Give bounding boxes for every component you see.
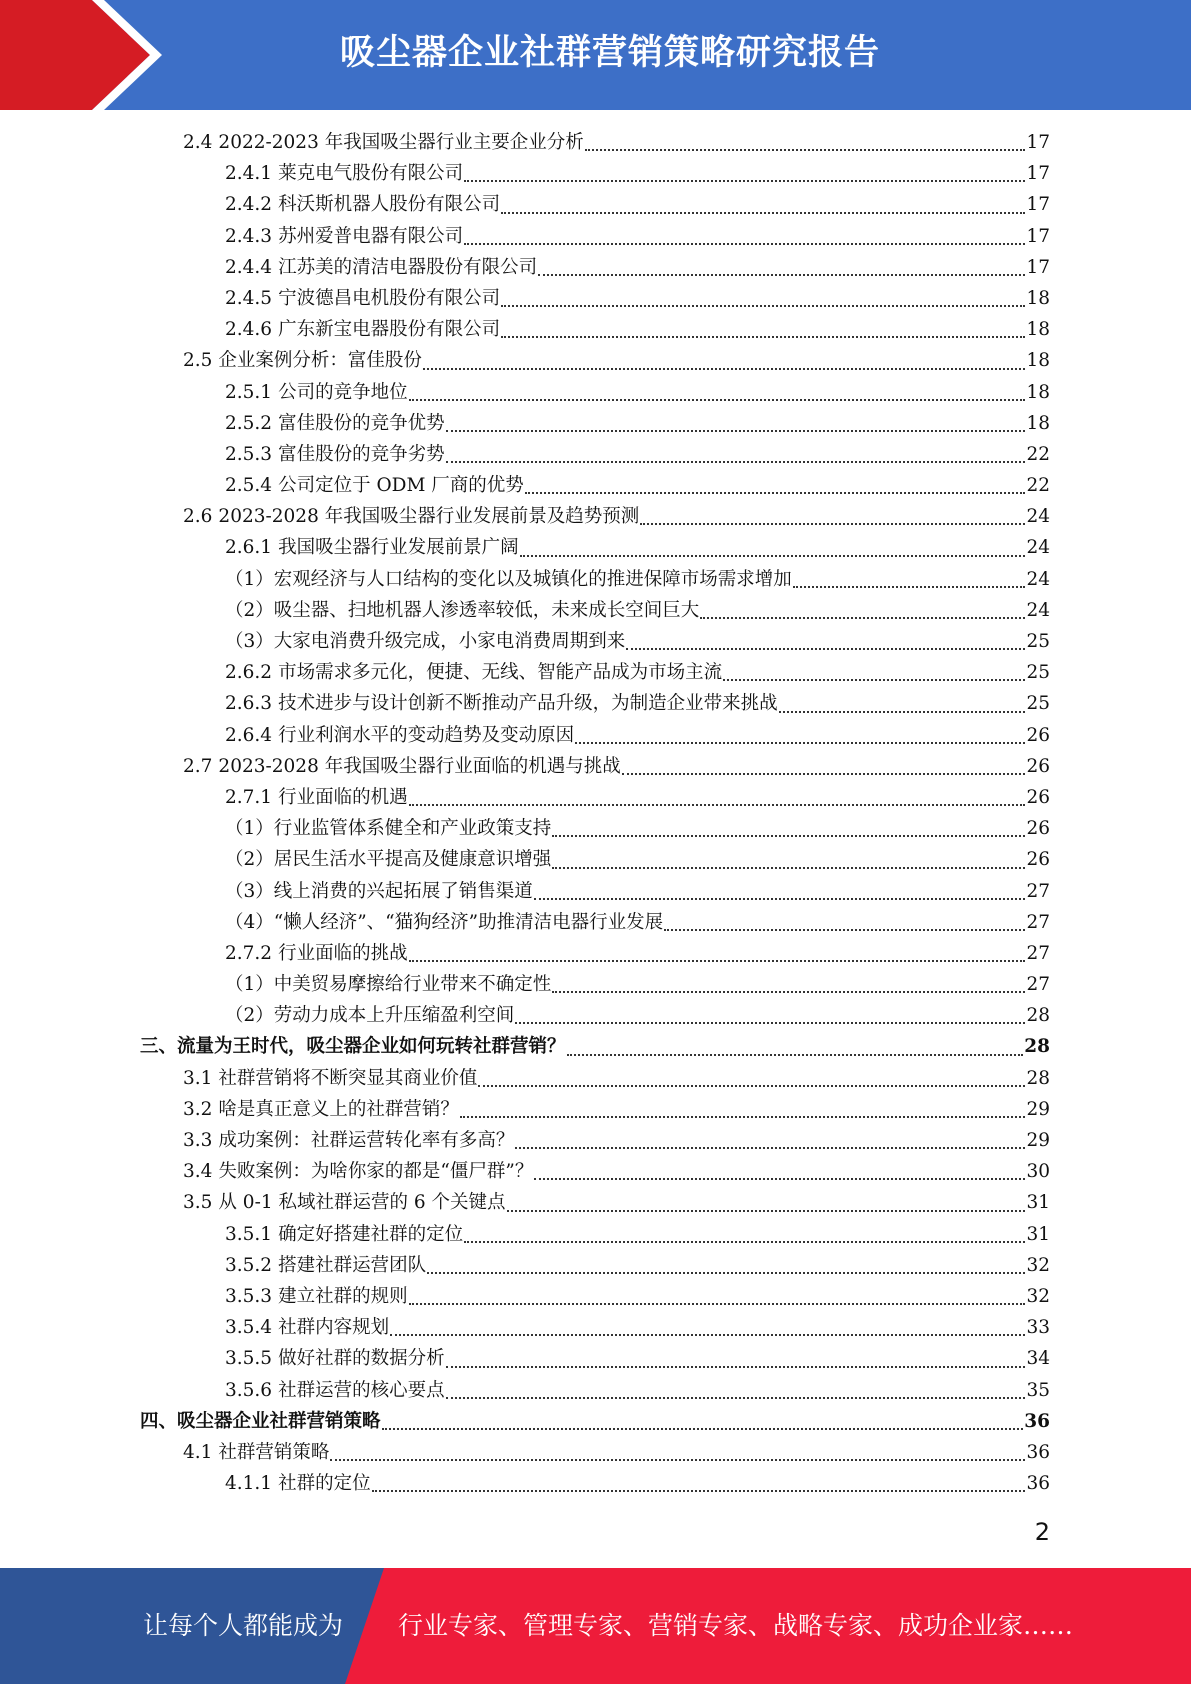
toc-entry[interactable] <box>140 876 1050 907</box>
toc-entry-title: 失败案例：为啥你家的都是“僵尸群”？ <box>218 1161 534 1183</box>
toc-entry-page: 35 <box>1026 1379 1050 1401</box>
toc-entry-page: 29 <box>1026 1130 1050 1151</box>
toc-entry-page: 26 <box>1026 724 1050 746</box>
toc-entry-number: 3.1 <box>183 1067 213 1089</box>
toc-entry-page: 27 <box>1026 911 1050 933</box>
toc-dot-leader <box>552 835 1025 837</box>
toc-entry-title: 社群运营的核心要点 <box>278 1379 445 1401</box>
toc-entry-page: 34 <box>1026 1348 1050 1370</box>
toc-entry-title: 搭建社群运营团队 <box>278 1254 427 1276</box>
toc-entry-number: 4.1 <box>183 1441 213 1463</box>
toc-dot-leader <box>382 1428 1024 1430</box>
toc-entry-title: 富佳股份的竞争劣势 <box>278 443 445 465</box>
toc-entry-title: 广东新宝电器股份有限公司 <box>278 319 501 341</box>
toc-entry-number: 3.5.5 <box>225 1348 273 1370</box>
toc-entry-page: 25 <box>1026 662 1050 684</box>
toc-entry-number: 3.5.3 <box>225 1285 273 1307</box>
toc-dot-leader <box>464 180 1025 182</box>
toc-entry-page: 18 <box>1026 287 1050 309</box>
toc-entry-page: 26 <box>1026 818 1050 840</box>
toc-entry-title: 科沃斯机器人股份有限公司 <box>278 194 501 216</box>
toc-entry-number: 2.7 <box>183 755 213 777</box>
toc-dot-leader <box>501 305 1025 307</box>
toc-dot-leader <box>464 243 1025 245</box>
toc-entry-page: 26 <box>1026 786 1050 808</box>
toc-entry-number: 3.4 <box>183 1161 213 1183</box>
toc-entry-page: 36 <box>1026 1441 1050 1463</box>
toc-entry-page: 29 <box>1026 1098 1050 1120</box>
toc-dot-leader <box>390 1334 1025 1336</box>
toc-entry-title: 做好社群的数据分析 <box>278 1348 445 1370</box>
toc-entry-page: 24 <box>1026 506 1050 528</box>
toc-entry-number: 3.5.4 <box>225 1317 273 1339</box>
toc-entry[interactable] <box>140 1375 1050 1406</box>
toc-entry-page: 24 <box>1026 568 1050 590</box>
toc-entry-page: 18 <box>1026 350 1050 372</box>
toc-entry-number: 4.1.1 <box>225 1473 273 1495</box>
toc-entry[interactable] <box>140 283 1050 314</box>
toc-dot-leader <box>427 1272 1025 1274</box>
toc-entry[interactable] <box>140 907 1050 938</box>
toc-entry-title: （4）“懒人经济”、“猫狗经济”助推清洁电器行业发展 <box>225 911 664 933</box>
report-title: 吸尘器企业社群营销策略研究报告 <box>339 33 880 73</box>
toc-dot-leader <box>585 149 1026 151</box>
toc-entry[interactable] <box>140 408 1050 439</box>
toc-entry[interactable] <box>140 1437 1050 1468</box>
toc-entry-page: 26 <box>1026 755 1050 777</box>
toc-entry[interactable] <box>140 1250 1050 1281</box>
toc-dot-leader <box>446 1366 1026 1368</box>
toc-entry-page: 31 <box>1026 1192 1050 1214</box>
toc-entry-number: 2.5.1 <box>225 381 273 403</box>
toc-entry[interactable] <box>140 1094 1050 1125</box>
toc-dot-leader <box>409 960 1026 962</box>
toc-dot-leader <box>538 274 1025 276</box>
toc-entry-number: 2.7.2 <box>225 942 273 964</box>
toc-entry-title: 社群营销将不断突显其商业价值 <box>218 1067 478 1089</box>
toc-entry-title: （1）宏观经济与人口结构的变化以及城镇化的推进保障市场需求增加 <box>225 568 792 590</box>
toc-entry-number: 2.6.3 <box>225 693 273 715</box>
toc-dot-leader <box>520 555 1026 557</box>
page-header <box>0 0 1191 110</box>
toc-entry-page: 27 <box>1026 880 1050 902</box>
toc-entry-title: 行业面临的挑战 <box>278 942 408 964</box>
toc-entry[interactable] <box>140 1187 1050 1218</box>
toc-entry-number: 2.5.3 <box>225 443 273 465</box>
toc-entry-title: 行业面临的机遇 <box>278 786 408 808</box>
toc-dot-leader <box>779 711 1026 713</box>
toc-entry-title: 富佳股份的竞争优势 <box>278 412 445 434</box>
toc-dot-leader <box>723 679 1025 681</box>
toc-dot-leader <box>640 523 1025 525</box>
toc-entry-page: 18 <box>1026 412 1050 434</box>
toc-entry[interactable] <box>140 127 1050 158</box>
toc-entry-page: 36 <box>1026 1473 1050 1495</box>
toc-entry-title: （1）行业监管体系健全和产业政策支持 <box>225 818 552 840</box>
toc-entry-number: 2.4.1 <box>225 163 273 185</box>
toc-entry-page: 22 <box>1026 475 1050 497</box>
toc-entry[interactable] <box>140 1281 1050 1312</box>
toc-entry-page: 26 <box>1026 849 1050 871</box>
toc-entry-page: 17 <box>1026 256 1050 278</box>
toc-entry[interactable] <box>140 595 1050 626</box>
toc-entry-number: 3.5 <box>183 1192 213 1214</box>
toc-entry[interactable] <box>140 938 1050 969</box>
toc-entry-title: 2023-2028 年我国吸尘器行业面临的机遇与挑战 <box>218 755 621 777</box>
toc-dot-leader <box>626 648 1025 650</box>
toc-dot-leader <box>409 804 1026 806</box>
toc-entry-page: 17 <box>1026 132 1050 153</box>
toc-entry[interactable] <box>140 1468 1050 1499</box>
toc-dot-leader <box>567 1054 1024 1056</box>
toc-entry[interactable] <box>140 501 1050 532</box>
toc-dot-leader <box>664 929 1025 931</box>
toc-entry-page: 27 <box>1026 942 1050 964</box>
toc-entry-title: （2）劳动力成本上升压缩盈利空间 <box>225 1005 515 1027</box>
toc-entry[interactable] <box>140 1219 1050 1250</box>
toc-dot-leader <box>446 1397 1026 1399</box>
toc-dot-leader <box>464 1241 1025 1243</box>
toc-entry[interactable] <box>140 969 1050 1000</box>
toc-dot-leader <box>700 617 1025 619</box>
toc-entry[interactable] <box>140 1312 1050 1343</box>
toc-entry[interactable] <box>140 657 1050 688</box>
toc-entry-number: 2.4 <box>183 132 213 153</box>
toc-dot-leader <box>409 399 1026 401</box>
toc-entry-title: 行业利润水平的变动趋势及变动原因 <box>278 724 575 746</box>
toc-entry-title: 2023-2028 年我国吸尘器行业发展前景及趋势预测 <box>218 506 640 528</box>
toc-dot-leader <box>501 336 1025 338</box>
toc-entry[interactable] <box>140 720 1050 751</box>
toc-entry[interactable] <box>140 1406 1050 1437</box>
toc-entry[interactable] <box>140 189 1050 220</box>
toc-entry-page: 17 <box>1026 163 1050 185</box>
toc-entry-title: 啥是真正意义上的社群营销？ <box>218 1098 459 1120</box>
toc-entry[interactable] <box>140 1156 1050 1187</box>
toc-entry[interactable] <box>140 1031 1050 1062</box>
toc-entry-number: 2.4.4 <box>225 256 273 278</box>
toc-entry-title: （2）居民生活水平提高及健康意识增强 <box>225 849 552 871</box>
toc-entry-page: 28 <box>1026 1067 1050 1089</box>
toc-entry-title: 社群内容规划 <box>278 1317 390 1339</box>
toc-entry-number: 2.6.1 <box>225 537 273 559</box>
toc-entry-title: （2）吸尘器、扫地机器人渗透率较低，未来成长空间巨大 <box>225 599 700 621</box>
toc-dot-leader <box>446 430 1026 432</box>
toc-entry[interactable] <box>140 626 1050 657</box>
toc-entry[interactable] <box>140 1125 1050 1156</box>
toc-entry-number: 2.6.4 <box>225 724 273 746</box>
toc-dot-leader <box>552 867 1025 869</box>
toc-entry-page: 32 <box>1026 1254 1050 1276</box>
toc-entry-number: 2.5.2 <box>225 412 273 434</box>
footer-slogan-left: 让每个人都能成为 <box>143 1611 344 1640</box>
toc-dot-leader <box>372 1490 1026 1492</box>
toc-dot-leader <box>501 212 1025 214</box>
toc-entry-title: 技术进步与设计创新不断推动产品升级，为制造企业带来挑战 <box>278 693 778 715</box>
toc-entry-title: 四、吸尘器企业社群营销策略 <box>140 1410 381 1432</box>
page-footer <box>0 1568 1191 1684</box>
toc-entry-number: 2.6.2 <box>225 662 273 684</box>
toc-entry[interactable] <box>140 1000 1050 1031</box>
toc-entry[interactable] <box>140 345 1050 376</box>
toc-entry-title: 建立社群的规则 <box>278 1285 408 1307</box>
toc-entry-page: 18 <box>1026 319 1050 341</box>
toc-entry-number: 3.5.2 <box>225 1254 273 1276</box>
toc-entry-title: 江苏美的清洁电器股份有限公司 <box>278 256 538 278</box>
toc-entry-title: 公司定位于 ODM 厂商的优势 <box>278 475 524 497</box>
toc-entry[interactable] <box>140 782 1050 813</box>
toc-entry[interactable] <box>140 751 1050 782</box>
toc-entry-title: 社群的定位 <box>278 1473 371 1495</box>
toc-entry[interactable] <box>140 158 1050 189</box>
toc-entry[interactable] <box>140 252 1050 283</box>
toc-dot-leader <box>534 1178 1025 1180</box>
toc-entry-page: 33 <box>1026 1317 1050 1339</box>
toc-dot-leader <box>552 991 1025 993</box>
toc-entry-number: 3.5.1 <box>225 1223 273 1245</box>
toc-entry[interactable] <box>140 1063 1050 1094</box>
toc-entry-title: （1）中美贸易摩擦给行业带来不确定性 <box>225 974 552 996</box>
toc-entry-title: 公司的竞争地位 <box>278 381 408 403</box>
toc-entry-title: （3）线上消费的兴起拓展了销售渠道 <box>225 880 533 902</box>
toc-entry-page: 24 <box>1026 537 1050 559</box>
toc-entry-title: 我国吸尘器行业发展前景广阔 <box>278 537 519 559</box>
toc-dot-leader <box>460 1116 1026 1118</box>
toc-entry[interactable] <box>140 1343 1050 1374</box>
toc-entry-page: 28 <box>1026 1005 1050 1027</box>
toc-entry[interactable] <box>140 439 1050 470</box>
toc-entry[interactable] <box>140 470 1050 501</box>
toc-entry[interactable] <box>140 564 1050 595</box>
toc-entry-number: 2.4.2 <box>225 194 273 216</box>
toc-entry-page: 27 <box>1026 974 1050 996</box>
toc-entry-title: 社群营销策略 <box>218 1441 330 1463</box>
toc-entry-number: 2.4.3 <box>225 225 273 247</box>
toc-entry-page: 17 <box>1026 194 1050 216</box>
toc-entry-number: 3.3 <box>183 1130 213 1151</box>
toc-entry-title: 2022-2023 年我国吸尘器行业主要企业分析 <box>218 132 584 153</box>
toc-entry-title: 市场需求多元化，便捷、无线、智能产品成为市场主流 <box>278 662 723 684</box>
toc-entry-page: 17 <box>1026 225 1050 247</box>
toc-entry-title: 宁波德昌电机股份有限公司 <box>278 287 501 309</box>
toc-entry-page: 22 <box>1026 443 1050 465</box>
toc-dot-leader <box>446 461 1026 463</box>
toc-entry-page: 30 <box>1026 1161 1050 1183</box>
toc-dot-leader <box>575 742 1025 744</box>
toc-entry-page: 31 <box>1026 1223 1050 1245</box>
toc-entry-number: 3.5.6 <box>225 1379 273 1401</box>
toc-dot-leader <box>793 586 1026 588</box>
toc-entry-number: 2.4.6 <box>225 319 273 341</box>
toc-dot-leader <box>515 1147 1025 1149</box>
toc-entry-page: 25 <box>1026 631 1050 652</box>
toc-entry-title: 三、流量为王时代，吸尘器企业如何玩转社群营销？ <box>140 1036 566 1058</box>
toc-entry[interactable] <box>140 314 1050 345</box>
toc-entry[interactable] <box>140 221 1050 252</box>
toc-entry-title: 从 0-1 私域社群运营的 6 个关键点 <box>218 1192 506 1214</box>
toc-dot-leader <box>409 1303 1026 1305</box>
toc-entry[interactable] <box>140 844 1050 875</box>
toc-entry-page: 24 <box>1026 599 1050 621</box>
footer-slogan-right: 行业专家、管理专家、营销专家、战略专家、成功企业家…… <box>398 1611 1074 1640</box>
toc-entry-page: 25 <box>1026 693 1050 715</box>
toc-entry-number: 2.5 <box>183 350 213 372</box>
toc-entry[interactable] <box>140 688 1050 719</box>
table-of-contents <box>140 127 1050 1499</box>
toc-dot-leader <box>330 1459 1025 1461</box>
toc-dot-leader <box>525 492 1026 494</box>
toc-entry-page: 32 <box>1026 1285 1050 1307</box>
toc-entry-number: 2.4.5 <box>225 287 273 309</box>
toc-entry-title: （3）大家电消费升级完成，小家电消费周期到来 <box>225 631 626 652</box>
toc-dot-leader <box>507 1210 1026 1212</box>
toc-entry-number: 2.5.4 <box>225 475 273 497</box>
toc-entry-number: 3.2 <box>183 1098 213 1120</box>
toc-dot-leader <box>622 773 1026 775</box>
toc-entry-page: 28 <box>1024 1036 1050 1058</box>
toc-entry-page: 18 <box>1026 381 1050 403</box>
toc-entry-number: 2.6 <box>183 506 213 528</box>
toc-entry-title: 成功案例：社群运营转化率有多高？ <box>218 1130 515 1151</box>
toc-entry-title: 确定好搭建社群的定位 <box>278 1223 464 1245</box>
toc-dot-leader <box>534 898 1026 900</box>
toc-entry[interactable] <box>140 377 1050 408</box>
toc-entry-number: 2.7.1 <box>225 786 273 808</box>
toc-entry-title: 苏州爱普电器有限公司 <box>278 225 464 247</box>
toc-entry-page: 36 <box>1024 1410 1050 1432</box>
toc-dot-leader <box>515 1022 1025 1024</box>
header-red-arrow <box>0 0 150 110</box>
page-number: 2 <box>1034 1518 1050 1546</box>
toc-entry-title: 莱克电气股份有限公司 <box>278 163 464 185</box>
toc-entry-title: 企业案例分析：富佳股份 <box>218 350 422 372</box>
toc-entry[interactable] <box>140 813 1050 844</box>
toc-entry[interactable] <box>140 532 1050 563</box>
toc-dot-leader <box>478 1085 1025 1087</box>
toc-dot-leader <box>423 368 1026 370</box>
